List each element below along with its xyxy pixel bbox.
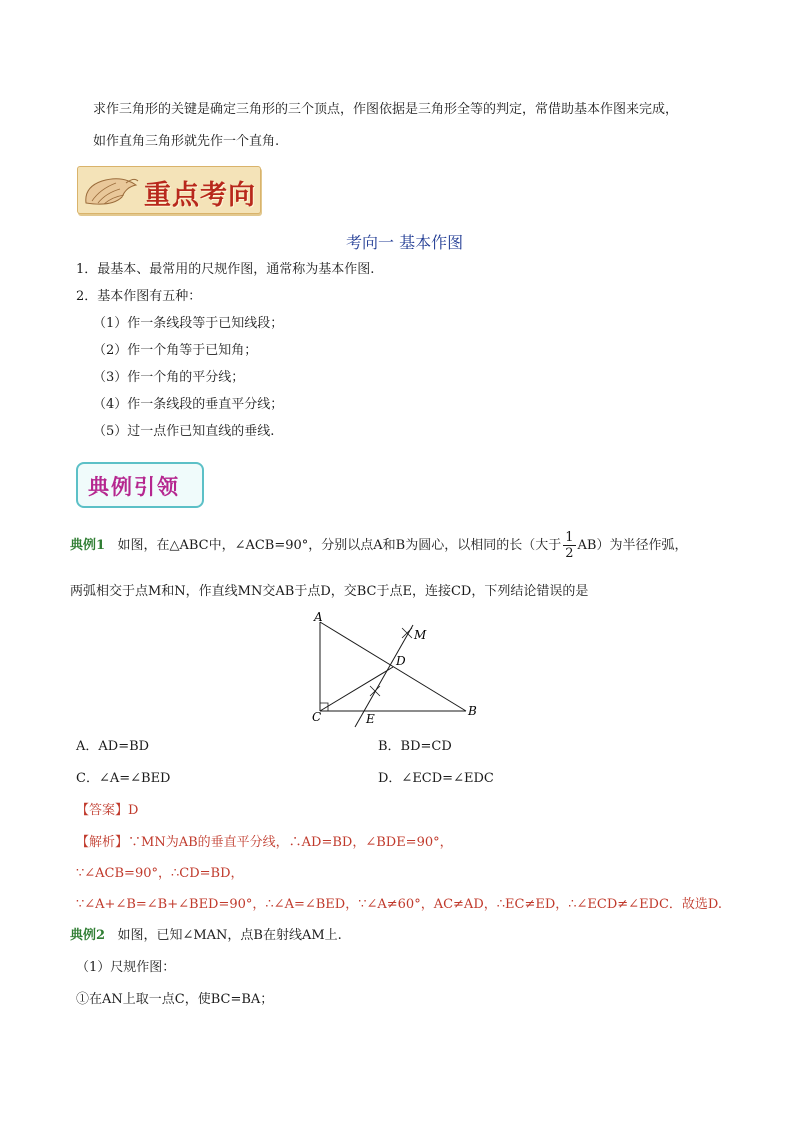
label-e: E — [366, 712, 375, 726]
section-title: 考向一 基本作图 — [346, 233, 464, 252]
example2-line-1 — [70, 926, 342, 946]
shell-icon — [82, 173, 140, 209]
point-item-3: （3）作一个角的平分线； — [93, 370, 245, 385]
point-item-5: （5）过一点作已知直线的垂线. — [93, 424, 275, 439]
example1-text-b: AB）为半径作弧， — [577, 538, 688, 553]
option-b: B．BD=CD — [378, 739, 452, 754]
fraction-one-half — [563, 530, 575, 561]
example2-label: 典例2 — [70, 928, 106, 943]
option-c: C．∠A=∠BED — [76, 771, 171, 786]
analysis-text-1: ∵MN为AB的垂直平分线，∴AD=BD，∠BDE=90°， — [128, 835, 453, 850]
triangle-figure — [300, 605, 500, 730]
intro-line-1: 求作三角形的关键是确定三角形的三个顶点，作图依据是三角形全等的判定，常借助基本作图来完成， — [93, 102, 679, 117]
badge-title: 典例引领 — [88, 474, 180, 499]
point-item-2: （2）作一个角等于已知角； — [93, 343, 258, 358]
example1-text-a: 如图，在△ABC中，∠ACB=90°，分别以点A和B为圆心，以相同的长（大于 — [117, 538, 562, 553]
arc-cross-n — [370, 686, 380, 696]
example2-text: 如图，已知∠MAN，点B在射线AM上. — [117, 928, 342, 943]
label-b: B — [468, 704, 477, 718]
line-mn — [355, 625, 413, 727]
key-topics-banner — [77, 166, 261, 214]
intro-line-2: 如作直角三角形就先作一个直角. — [93, 134, 280, 149]
examples-badge — [76, 462, 204, 508]
analysis-line-2: ∵∠ACB=90°，∴CD=BD， — [76, 866, 244, 881]
point-item-4: （4）作一条线段的垂直平分线； — [93, 397, 284, 412]
option-d: D．∠ECD=∠EDC — [378, 771, 494, 786]
example1-line-2: 两弧相交于点M和N，作直线MN交AB于点D，交BC于点E，连接CD，下列结论错误的是 — [70, 584, 589, 599]
example2-sub-1: （1）尺规作图： — [76, 960, 176, 975]
example2-sub-2: ①在AN上取一点C，使BC=BA； — [76, 992, 274, 1007]
answer-value: D — [128, 803, 139, 818]
segment-cd — [320, 667, 393, 711]
point-1: 1．最基本、最常用的尺规作图，通常称为基本作图. — [76, 262, 375, 277]
option-a: A．AD=BD — [76, 739, 150, 754]
fraction-denominator: 2 — [565, 546, 574, 561]
answer-tag: 【答案】 — [76, 803, 129, 818]
point-item-1: （1）作一条线段等于已知线段； — [93, 316, 284, 331]
label-d: D — [396, 654, 406, 668]
label-c: C — [312, 710, 322, 724]
answer-line — [76, 801, 138, 821]
label-m: M — [414, 628, 427, 642]
example1-line-1 — [70, 530, 687, 561]
label-a: A — [314, 610, 323, 624]
example1-label: 典例1 — [70, 538, 106, 553]
banner-title: 重点考向 — [144, 180, 256, 211]
fraction-numerator: 1 — [565, 530, 574, 545]
analysis-line-1 — [76, 833, 453, 853]
point-2: 2．基本作图有五种： — [76, 289, 202, 304]
analysis-tag: 【解析】 — [76, 835, 129, 850]
analysis-line-3: ∵∠A+∠B=∠B+∠BED=90°，∴∠A=∠BED，∵∠A≠60°，AC≠AD，∴EC≠ED，∴∠ECD≠∠EDC．故选D. — [76, 897, 723, 912]
